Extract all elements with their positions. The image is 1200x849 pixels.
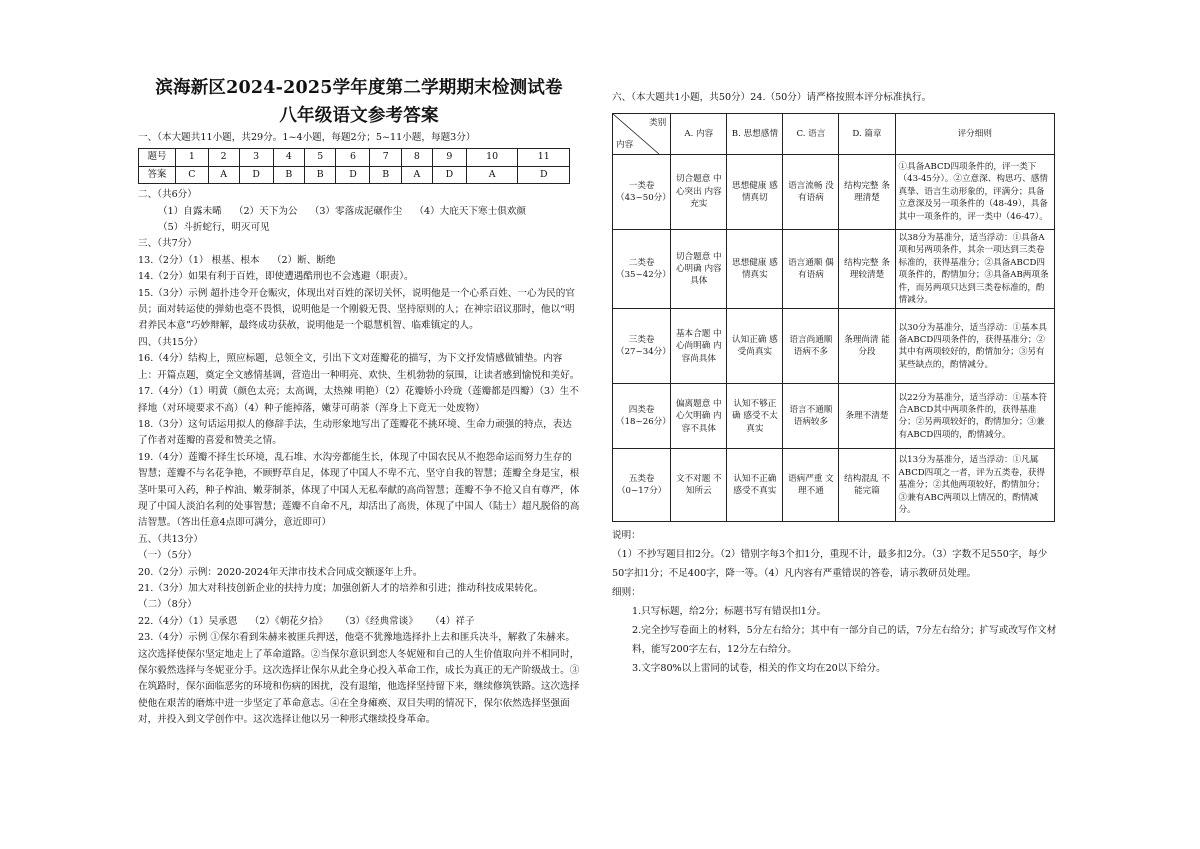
- section-4-heading: 四、（共15分）: [138, 336, 203, 348]
- rubric-cell-c: 语病严重 文理不通: [783, 449, 839, 522]
- answer-cell: D: [336, 166, 370, 183]
- answer-number: 5: [305, 149, 336, 166]
- rubric-header-content: 内容: [616, 139, 634, 150]
- rubric-row: [613, 155, 1055, 230]
- answer-table: [138, 148, 570, 184]
- section-2-heading: 二、（共6分）: [138, 189, 197, 201]
- answer-table-row-numbers: [139, 149, 570, 166]
- answer-number: 9: [432, 149, 466, 166]
- section-5-sub-2: （二）（8分）: [138, 599, 197, 611]
- rubric-cell-c: 语言流畅 没有语病: [783, 155, 839, 230]
- right-column: [612, 88, 1058, 678]
- rubric-cell-b: 认知不正确 感受不真实: [727, 449, 783, 522]
- question-19: 19.（4分）莲瓣不择生长环境，乱石堆、水沟旁都能生长，体现了中国农民从不抱怨命运而努力生存的智慧；莲瓣不与名花争艳，不顾野草自足，体现了中国人不卑不亢、坚守自我的智慧；莲瓣全身是宝，根茎叶果可入药，种子榨油、嫩芽制茶，体现了中国人无私奉献的高尚智慧；莲瓣不争不抢又自有尊严，体现了中国人淡泊名利的处事智慧；莲瓣不自命不凡，却活出了高贵，体现了中国人（陆士）超凡脱俗的高洁智慧。（答出任意4点即可满分，意近即可）: [138, 451, 580, 529]
- answer-cell: B: [370, 166, 401, 183]
- page-title: 滨海新区2024-2025学年度第二学期期末检测试卷: [155, 78, 563, 98]
- rubric-cell-b: 认知正确 感受尚真实: [727, 309, 783, 384]
- answer-cell: A: [466, 166, 518, 183]
- answer-cell: A: [208, 166, 239, 183]
- rubric-category: 四类卷（18~26分）: [613, 384, 671, 449]
- answer-number: 6: [336, 149, 370, 166]
- rubric-cell-detail: 以38分为基准分，适当浮动：①具备A项和另两项条件，其余一项达到三类卷标准的，获得基准分；②具备ABCD四项条件的，酌情加分；③具备AB两项条件，而另两项只达到三类卷标准的，酌情减分。: [895, 230, 1054, 309]
- detail-2: 2.完全抄写卷面上的材料，5分左右给分；其中有一部分自己的话，7分左右给分；扩写或改写作文材料，能写200字左右，12分左右给分。: [632, 625, 1057, 656]
- rubric-cell-detail: 以13分为基准分，适当浮动：①凡属ABCD四项之一者，评为五类卷，获得基准分；②其他两项较好，酌情加分；③兼有ABC两项以上情况的，酌情减分。: [895, 449, 1054, 522]
- answer-cell: A: [401, 166, 432, 183]
- question-17: 17.（4分）（1）明黄（颜色太亮；太高调，太热辣 明艳）（2）花瓣娇小玲珑（莲瓣都是四瓣）（3）生不择地（对环境要求不高）（4）种子能掉落，嫩芽可萌茶（浑身上下竟无一处废物）: [138, 386, 579, 414]
- answer-cell: B: [273, 166, 304, 183]
- rubric-cell-detail: 以30分为基准分，适当浮动：①基本具备ABCD四项条件的，获得基准分；②其中有两项较好的，酌情加分；③另有某些缺点的，酌情减分。: [895, 309, 1054, 384]
- answer-number: 7: [370, 149, 401, 166]
- rubric-cell-c: 语言尚通顺 语病不多: [783, 309, 839, 384]
- rubric-category: 五类卷（0~17分）: [613, 449, 671, 522]
- rubric-row: [613, 230, 1055, 309]
- section-1-heading: 一、（本大题共11小题，共29分。1~4小题，每题2分；5~11小题，每题3分）: [138, 132, 476, 143]
- left-column: [138, 74, 580, 729]
- rubric-header-c: C. 语言: [783, 114, 839, 155]
- rubric-cell-d: 条理尚清 能分段: [839, 309, 895, 384]
- answer-number: 10: [466, 149, 518, 166]
- detail-3: 3.文字80%以上雷同的试卷，相关的作文均在20以下给分。: [632, 663, 886, 675]
- answer-number: 1: [176, 149, 209, 166]
- rubric-cell-d: 结构混乱 不能完篇: [839, 449, 895, 522]
- rubric-cell-a: 基本合题 中心尚明确 内容尚具体: [671, 309, 727, 384]
- rubric-notes: [612, 526, 1058, 678]
- rubric-category: 二类卷（35~42分）: [613, 230, 671, 309]
- answer-number: 8: [401, 149, 432, 166]
- question-22: 22.（4分）（1）吴承恩 （2）《朝花夕拾》 （3）《经典常谈》 （4）祥子: [138, 615, 475, 627]
- answer-cell: D: [432, 166, 466, 183]
- section-2-line-1: （1）自露未晞 （2）天下为公 （3）零落成泥碾作尘 （4）大庇天下寒士俱欢颜: [158, 205, 527, 217]
- question-13: 13.（2分）（1） 根基、根本 （2）断、断绝: [138, 254, 336, 266]
- rubric-row: [613, 449, 1055, 522]
- notes-heading: 说明：: [612, 530, 641, 542]
- rubric-row: [613, 309, 1055, 384]
- question-15: 15.（3分）示例 超扑违令开仓赈灾，体现出对百姓的深切关怀，说明他是一个心系百姓、一心为民的官员；面对转运使的弹劾也毫不畏惧，说明他是一个刚毅无畏、坚持原则的人；在神宗诏议那时，他以“明君养民本意”巧妙辩解，最终成功获赦，说明他是一个聪慧机智、临难镇定的人。: [138, 287, 575, 332]
- answer-cell: C: [176, 166, 209, 183]
- rubric-header-row: [613, 114, 1055, 155]
- rubric-cell-a: 文不对题 不知所云: [671, 449, 727, 522]
- question-18: 18.（3分）这句话运用拟人的修辞手法，生动形象地写出了莲瓣花不挑环境、生命力顽强的特点，表达了作者对莲瓣的喜爱和赞美之情。: [138, 418, 572, 447]
- answer-number: 3: [239, 149, 273, 166]
- note-1: （1）不抄写题目扣2分。（2）错别字每3个扣1分，重现不计，最多扣2分。（3）字数不足550字，每少50字扣1分；不足400字，降一等。（4）凡内容有严重错误的答卷，请示教研员处理。: [612, 549, 1048, 580]
- rubric-cell-b: 思想健康 感情真实: [727, 230, 783, 309]
- question-14: 14.（2分）如果有利于百姓，即使遭遇酷刑也不会逃避（职责）。: [138, 271, 414, 283]
- question-21: 21.（3分）加大对科技创新企业的扶持力度；加强创新人才的培养和引进；推动科技成果转化。: [138, 582, 544, 594]
- rubric-cell-a: 切合题意 中心明确 内容具体: [671, 230, 727, 309]
- answer-cell: D: [518, 166, 570, 183]
- essay-rubric-table: [612, 113, 1055, 522]
- answer-table-label-number: 题号: [139, 149, 176, 166]
- rubric-category: 三类卷（27~34分）: [613, 309, 671, 384]
- rubric-header-detail: 评分细则: [895, 114, 1054, 155]
- answer-table-label-answer: 答案: [139, 166, 176, 183]
- answer-number: 2: [208, 149, 239, 166]
- rubric-cell-detail: ①具备ABCD四项条件的，评一类下（43-45分）。②立意深、构思巧、感情真挚、语言生动形象的，评满分；具备立意深及另一项条件的（48-49），具备其中一项条件的，评一类中（46-47）。: [895, 155, 1054, 230]
- question-23: 23.（4分）示例 ①保尔看到朱赫来被匪兵押送，他毫不犹豫地选择扑上去和匪兵决斗，解救了朱赫来。这次选择使保尔坚定地走上了革命道路。②当保尔意识到恋人冬妮娅和自己的人生价值取向并不相同时，保尔毅然选择与冬妮亚分手。这次选择让保尔从此全身心投入革命工作，成长为真正的无产阶级战士。③在筑路时，保尔面临恶劣的环境和伤病的困扰，没有退缩，他选择坚持留下来，继续修筑铁路。这次选择使他在艰苦的磨炼中进一步坚定了革命意志。④在全身瘫痪、双目失明的情况下，保尔依然选择坚强面对，并投入到文学创作中。这次选择让他以另一种形式继续投身革命。: [138, 632, 580, 726]
- answer-number: 11: [518, 149, 570, 166]
- section-2-line-2: （5）斗折蛇行，明灭可见: [158, 222, 270, 234]
- page-subtitle: 八年级语文参考答案: [279, 106, 439, 126]
- rubric-cell-d: 结构完整 条理清楚: [839, 155, 895, 230]
- rubric-cell-d: 结构完整 条理较清楚: [839, 230, 895, 309]
- rubric-header-category: 类别: [649, 118, 667, 128]
- detail-heading: 细则：: [612, 587, 641, 599]
- section-5-heading: 五、（共13分）: [138, 533, 203, 545]
- rubric-header-a: A. 内容: [671, 114, 727, 155]
- section-5-sub-1: （一）（5分）: [138, 550, 197, 562]
- answer-number: 4: [273, 149, 304, 166]
- rubric-header-b: B. 思想感情: [727, 114, 783, 155]
- section-3-heading: 三、（共7分）: [138, 238, 197, 250]
- answer-cell: B: [305, 166, 336, 183]
- rubric-diagonal-header: [613, 114, 671, 155]
- rubric-cell-a: 切合题意 中心突出 内容充实: [671, 155, 727, 230]
- rubric-cell-detail: 以22分为基准分，适当浮动：①基本符合ABCD其中两项条件的，获得基准分；②另两项较好的，酌情加分；③兼有ABCD四项的，酌情减分。: [895, 384, 1054, 449]
- rubric-row: [613, 384, 1055, 449]
- detail-1: 1.只写标题，给2分；标题书写有错误扣1分。: [632, 606, 827, 618]
- rubric-cell-a: 偏离题意 中心欠明确 内容不具体: [671, 384, 727, 449]
- rubric-cell-d: 条理不清楚: [839, 384, 895, 449]
- section-6-heading: 六、（本大题共1小题，共50分）24.（50分）请严格按照本评分标准执行。: [612, 92, 932, 103]
- answer-table-row-answers: [139, 166, 570, 183]
- question-20: 20.（2分）示例：2020-2024年天津市技术合同成交额逐年上升。: [138, 566, 423, 578]
- rubric-category: 一类卷（43~50分）: [613, 155, 671, 230]
- rubric-header-d: D. 篇章: [839, 114, 895, 155]
- answer-cell: D: [239, 166, 273, 183]
- rubric-cell-c: 语言通顺 偶有语病: [783, 230, 839, 309]
- rubric-cell-b: 思想健康 感情真切: [727, 155, 783, 230]
- question-16: 16.（4分）结构上，照应标题，总领全文，引出下文对莲瓣花的描写，为下文抒发情感做铺垫。内容上：开篇点题，奠定全文感情基调，营造出一种明亮、欢快、生机勃勃的氛围，让读者感到愉悦和美好。: [138, 353, 580, 381]
- rubric-cell-c: 语言不通顺 语病较多: [783, 384, 839, 449]
- rubric-cell-b: 认知不够正确 感受不太真实: [727, 384, 783, 449]
